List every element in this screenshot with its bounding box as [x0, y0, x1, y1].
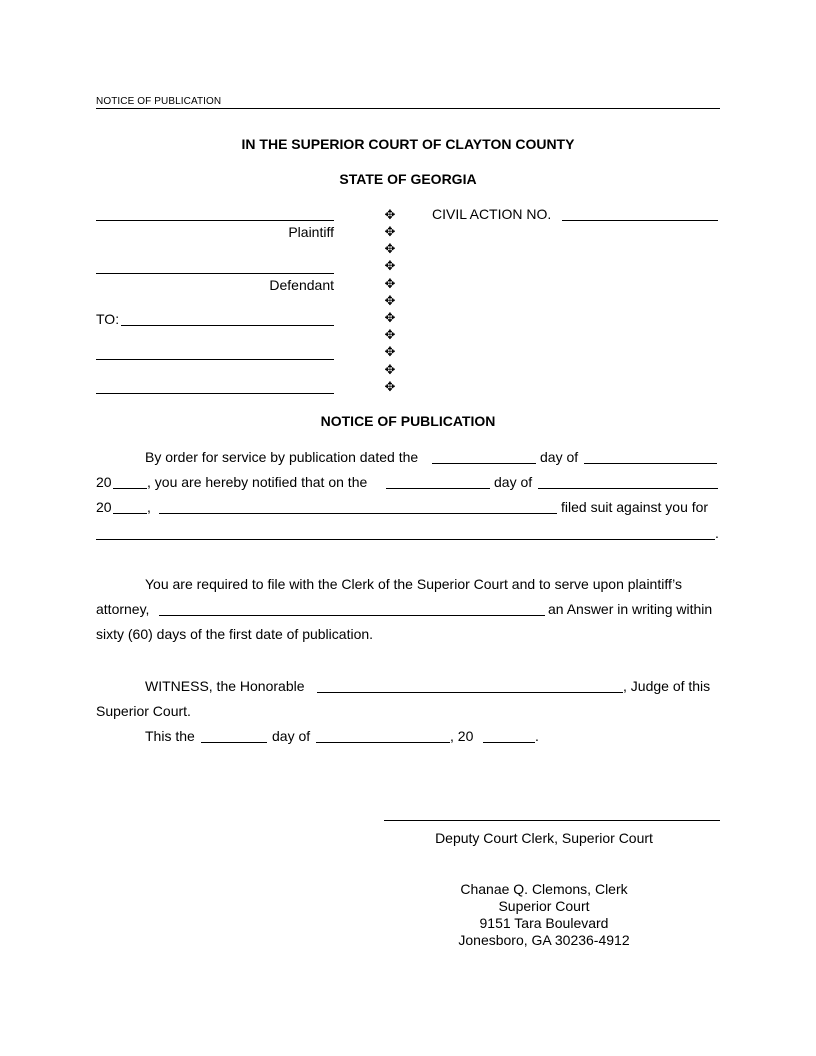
paragraph-1-line-1 — [96, 449, 720, 467]
paragraph-2-line-3 — [96, 626, 720, 644]
attorney-name-blank[interactable] — [159, 615, 545, 616]
p4-text: . — [535, 728, 539, 744]
address-line-2[interactable] — [96, 393, 334, 394]
separator-glyph: ✥ — [384, 258, 396, 273]
p2-text: an Answer in writing within — [548, 601, 713, 617]
suit-year-blank[interactable] — [113, 513, 147, 514]
p4-text: , 20 — [450, 728, 474, 744]
separator-glyph: ✥ — [384, 379, 396, 394]
separator-glyph: ✥ — [384, 327, 396, 342]
p1-text: , you are hereby notified that on the — [147, 474, 368, 490]
header-rule — [96, 108, 720, 109]
plaintiff-line[interactable] — [96, 220, 334, 221]
paragraph-3-line-1 — [96, 678, 720, 696]
defendant-label: Defendant — [269, 277, 334, 293]
p2-text: attorney, — [96, 601, 150, 617]
plaintiff-label: Plaintiff — [288, 224, 334, 240]
p1-text: 20 — [96, 474, 112, 490]
civil-action-label: CIVIL ACTION NO. — [432, 206, 552, 222]
paragraph-2-line-2 — [96, 601, 720, 619]
defendant-line[interactable] — [96, 273, 334, 274]
paragraph-1-line-2 — [96, 474, 720, 492]
separator-glyph: ✥ — [384, 224, 396, 239]
p1-text: day of — [540, 449, 579, 465]
p3-text: Superior Court. — [96, 703, 191, 719]
separator-glyph: ✥ — [384, 207, 396, 222]
p1-text: 20 — [96, 499, 112, 515]
separator-glyph: ✥ — [384, 293, 396, 308]
p1-text: , — [147, 499, 151, 515]
paragraph-1-line-3 — [96, 499, 720, 517]
p2-text: You are required to file with the Clerk of the Superior Court and to serve upon plaintiff’s — [145, 576, 682, 592]
to-line[interactable] — [121, 325, 334, 326]
p2-text: sixty (60) days of the first date of publication. — [96, 626, 374, 642]
signature-line[interactable] — [384, 820, 720, 821]
to-label: TO: — [96, 311, 120, 327]
p4-text: This the — [145, 728, 195, 744]
separator-glyph: ✥ — [384, 362, 396, 377]
signature-role: Deputy Court Clerk, Superior Court — [435, 830, 653, 846]
p3-text: , Judge of this — [623, 678, 711, 694]
order-year-blank[interactable] — [113, 488, 147, 489]
paragraph-2-line-1 — [96, 576, 720, 594]
suit-reason-blank[interactable] — [96, 539, 715, 540]
separator-glyph: ✥ — [384, 276, 396, 291]
order-day-blank[interactable] — [432, 463, 536, 464]
date-line — [96, 728, 720, 746]
p1-text: day of — [494, 474, 533, 490]
p1-text: By order for service by publication dated the — [145, 449, 419, 465]
witness-year-blank[interactable] — [483, 742, 535, 743]
court-title: IN THE SUPERIOR COURT OF CLAYTON COUNTY — [241, 136, 575, 152]
clerk-street: 9151 Tara Boulevard — [479, 915, 609, 931]
suit-day-blank[interactable] — [386, 488, 490, 489]
judge-name-blank[interactable] — [317, 692, 623, 693]
court-state: STATE OF GEORGIA — [339, 171, 477, 187]
clerk-city: Jonesboro, GA 30236-4912 — [458, 932, 630, 948]
plaintiff-name-blank[interactable] — [159, 513, 557, 514]
witness-month-blank[interactable] — [316, 742, 450, 743]
order-month-blank[interactable] — [584, 463, 717, 464]
p3-text: WITNESS, the Honorable — [145, 678, 305, 694]
separator-glyph: ✥ — [384, 310, 396, 325]
paragraph-3-line-2 — [96, 703, 720, 721]
separator-glyph: ✥ — [384, 241, 396, 256]
separator-glyph: ✥ — [384, 344, 396, 359]
civil-action-number-line[interactable] — [562, 220, 718, 221]
notice-heading: NOTICE OF PUBLICATION — [320, 413, 496, 429]
clerk-name: Chanae Q. Clemons, Clerk — [460, 881, 628, 897]
p1-text: filed suit against you for — [561, 499, 709, 515]
header-label: NOTICE OF PUBLICATION — [96, 96, 222, 107]
p1-text: . — [715, 525, 719, 541]
clerk-office: Superior Court — [498, 898, 590, 914]
p4-text: day of — [272, 728, 311, 744]
suit-month-blank[interactable] — [538, 488, 718, 489]
paragraph-1-line-4 — [96, 525, 720, 543]
address-line-1[interactable] — [96, 359, 334, 360]
witness-day-blank[interactable] — [201, 742, 267, 743]
